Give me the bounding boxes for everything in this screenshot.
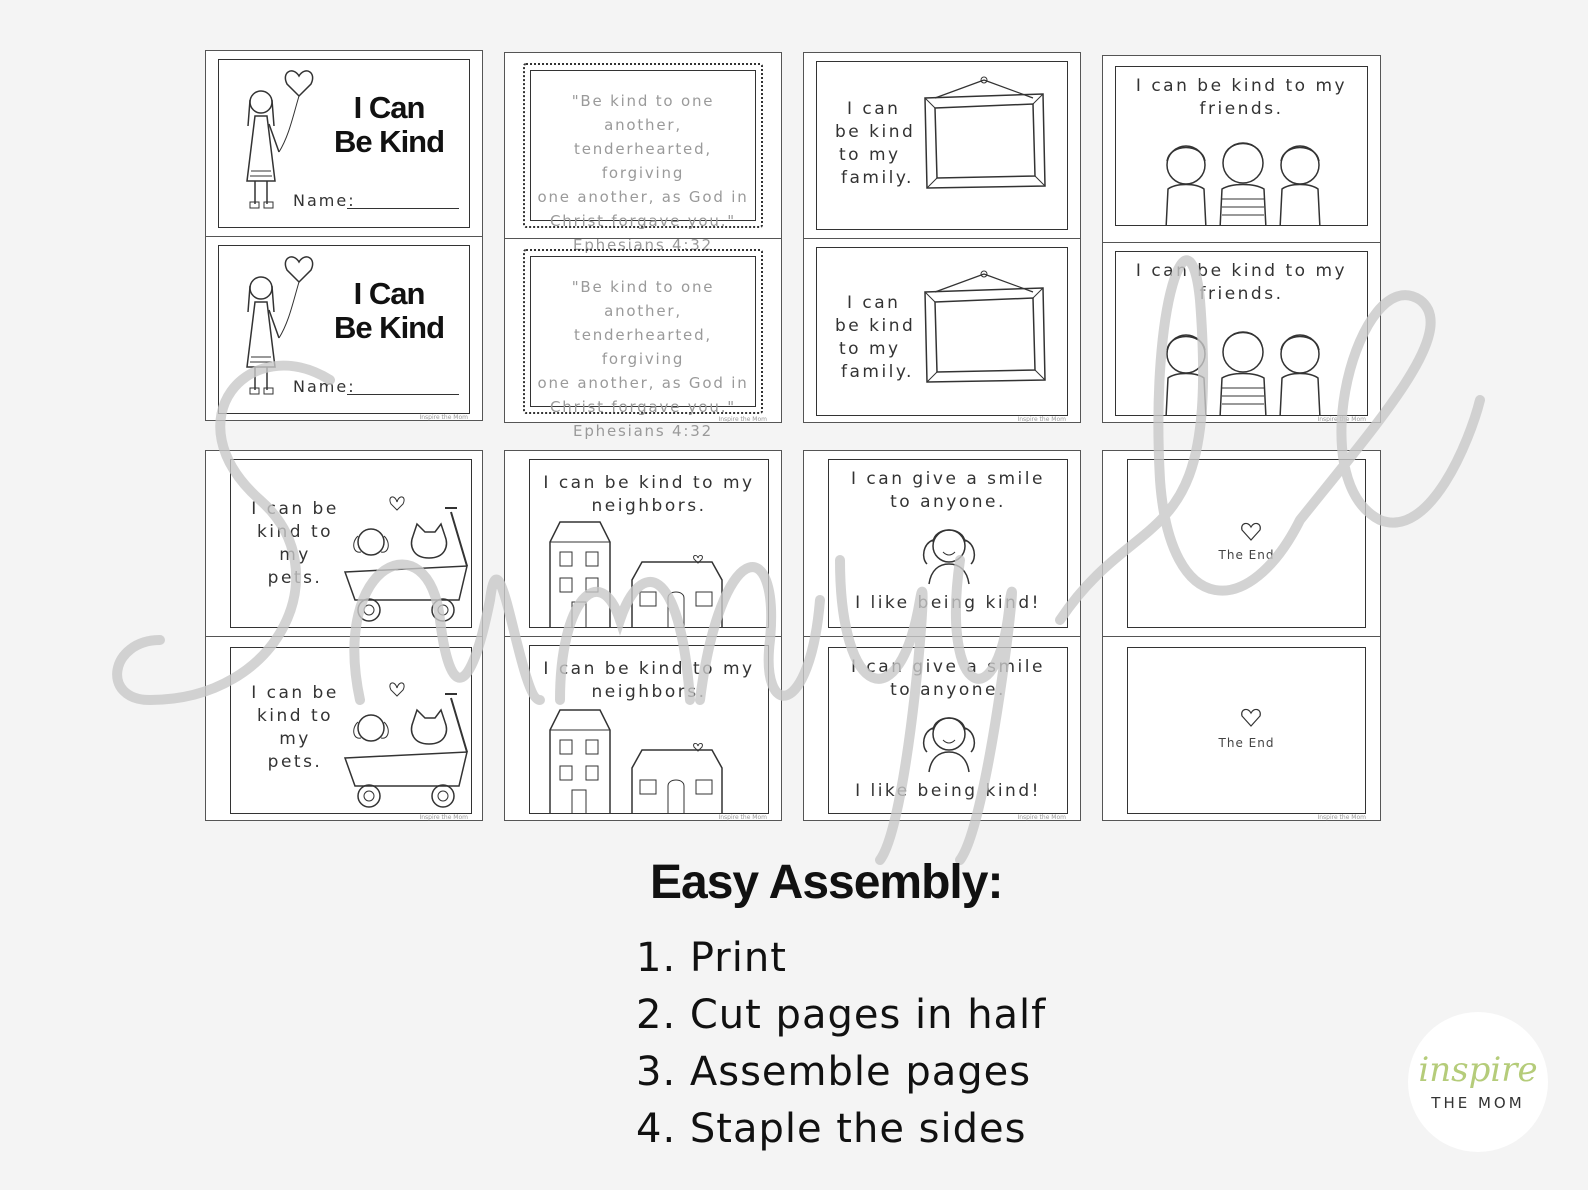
family-page — [816, 61, 1068, 230]
assembly-heading: Easy Assembly: — [650, 856, 1003, 909]
pets-line: pets. — [267, 752, 323, 772]
credit-text: Inspire the Mom — [1017, 814, 1066, 821]
sheet-family — [803, 52, 1081, 423]
verse-text — [531, 89, 755, 257]
family-line: family. — [841, 168, 914, 188]
smile-footer: I like being kind! — [855, 781, 1041, 801]
family-half-top — [804, 53, 1080, 238]
pets-page-copy — [230, 647, 472, 814]
verse-frame-inner — [530, 70, 756, 254]
assembly-step: 2. Cut pages in half — [636, 992, 1047, 1038]
verse-line: one another, as God in — [537, 374, 749, 392]
neighbors-text — [530, 658, 768, 704]
verse-line: "Be kind to one another, — [571, 92, 715, 134]
friends-text — [1116, 260, 1367, 306]
verse-line: Christ forgave you." — [550, 212, 736, 230]
pets-text — [245, 498, 345, 590]
friends-half-bottom — [1103, 242, 1380, 424]
cover-title-line1: I Can — [353, 90, 425, 125]
pets-line: I can be — [251, 499, 339, 519]
friends-line: I can be kind to my — [1135, 76, 1348, 96]
smile-line: to anyone. — [890, 492, 1006, 512]
friends-line: friends. — [1199, 99, 1284, 119]
neighbors-half-top — [505, 451, 781, 636]
sheet-verse — [504, 52, 782, 440]
pets-half-bottom — [206, 636, 482, 822]
cover-half-bottom — [206, 236, 482, 422]
family-line: be kind — [835, 316, 916, 336]
cover-title-line1: I Can — [353, 276, 425, 311]
verse-line: "Be kind to one another, — [571, 278, 715, 320]
verse-line: one another, as God in — [537, 188, 749, 206]
family-line: be kind — [835, 122, 916, 142]
end-text: The End — [1218, 736, 1275, 750]
verse-reference: Ephesians 4:32 — [573, 236, 713, 254]
assembly-step: 3. Assemble pages — [636, 1049, 1032, 1095]
credit-text: Inspire the Mom — [718, 814, 767, 821]
smiling-girl-illustration — [917, 520, 981, 584]
end-half-top — [1103, 451, 1380, 636]
cover-name-line — [347, 208, 459, 209]
family-line: I can — [847, 99, 901, 119]
sheet-neighbors — [504, 450, 782, 821]
pets-line: my — [279, 729, 311, 749]
neighbors-line: I can be kind to my — [543, 473, 755, 493]
heart-icon — [1240, 522, 1262, 542]
sheet-friends — [1102, 55, 1381, 423]
verse-reference: Ephesians 4:32 — [573, 422, 713, 440]
neighbors-page — [529, 459, 769, 628]
pets-half-top — [206, 451, 482, 636]
friends-half-top — [1103, 56, 1380, 242]
cover-page-copy — [218, 245, 470, 414]
family-text — [835, 292, 915, 384]
credit-text: Inspire the Mom — [1017, 416, 1066, 423]
smiling-girl-illustration — [917, 708, 981, 772]
family-line: family. — [841, 362, 914, 382]
smile-line: I can give a smile — [851, 469, 1045, 489]
pets-line: I can be — [251, 683, 339, 703]
sheet-the-end — [1102, 450, 1381, 821]
smile-page — [828, 459, 1068, 628]
neighbors-half-bottom — [505, 636, 781, 822]
picture-frame-illustration — [921, 76, 1047, 188]
houses-illustration — [546, 518, 732, 628]
neighbors-page-copy — [529, 645, 769, 814]
pets-wagon-illustration — [341, 492, 472, 622]
logo-subtitle: THE MOM — [1431, 1094, 1525, 1112]
assembly-step: 1. Print — [636, 935, 787, 981]
cover-page — [218, 59, 470, 228]
smile-half-bottom — [804, 636, 1080, 822]
smile-footer: I like being kind! — [855, 593, 1041, 613]
sheet-pets — [205, 450, 483, 821]
credit-text: Inspire the Mom — [419, 814, 468, 821]
credit-text: Inspire the Mom — [419, 414, 468, 421]
end-half-bottom — [1103, 636, 1380, 822]
cover-title-line2: Be Kind — [333, 124, 445, 159]
smile-half-top — [804, 451, 1080, 636]
credit-text: Inspire the Mom — [1317, 416, 1366, 423]
pets-line: kind to — [256, 522, 334, 542]
verse-half-top — [505, 53, 781, 254]
smile-line: I can give a smile — [851, 657, 1045, 677]
heart-icon — [1240, 708, 1262, 728]
houses-illustration — [546, 706, 732, 814]
three-friends-illustration — [1158, 326, 1328, 416]
cover-half-top — [206, 51, 482, 236]
friends-page-copy — [1115, 251, 1368, 416]
family-text — [835, 98, 915, 190]
verse-half-bottom — [505, 238, 781, 440]
verse-line: tenderhearted, forgiving — [574, 140, 712, 182]
pets-text — [245, 682, 345, 774]
cover-name-line — [347, 394, 459, 395]
smile-page-copy — [828, 647, 1068, 814]
smile-text — [829, 468, 1067, 514]
friends-text — [1116, 75, 1367, 121]
credit-text: Inspire the Mom — [1317, 814, 1366, 821]
sheet-cover — [205, 50, 483, 421]
smile-line: to anyone. — [890, 680, 1006, 700]
neighbors-line: neighbors. — [591, 496, 707, 516]
logo-word: inspire — [1418, 1050, 1538, 1090]
verse-scalloped-frame — [523, 63, 763, 254]
verse-line: Christ forgave you." — [550, 398, 736, 416]
cover-title-line2: Be Kind — [333, 310, 445, 345]
neighbors-line: I can be kind to my — [543, 659, 755, 679]
assembly-steps — [636, 930, 1046, 1158]
credit-text: Inspire the Mom — [718, 416, 767, 423]
three-friends-illustration — [1158, 137, 1328, 226]
assembly-step: 4. Staple the sides — [636, 1106, 1027, 1152]
end-text: The End — [1218, 548, 1275, 562]
friends-line: friends. — [1199, 284, 1284, 304]
smile-text — [829, 656, 1067, 702]
friends-page — [1115, 66, 1368, 226]
family-line: to my — [839, 145, 901, 165]
end-page-copy — [1127, 647, 1366, 814]
inspire-the-mom-logo — [1408, 1012, 1548, 1152]
picture-frame-illustration — [921, 270, 1047, 382]
pets-wagon-illustration — [341, 678, 472, 808]
sheet-smile — [803, 450, 1081, 821]
pets-line: kind to — [256, 706, 334, 726]
neighbors-line: neighbors. — [591, 682, 707, 702]
family-page-copy — [816, 247, 1068, 416]
pets-line: my — [279, 545, 311, 565]
verse-line: tenderhearted, forgiving — [574, 326, 712, 368]
family-half-bottom — [804, 238, 1080, 424]
cover-name-label: Name: — [293, 377, 356, 396]
family-line: to my — [839, 339, 901, 359]
pets-page — [230, 459, 472, 628]
cover-name-label: Name: — [293, 191, 356, 210]
end-page — [1127, 459, 1366, 628]
family-line: I can — [847, 293, 901, 313]
friends-line: I can be kind to my — [1135, 261, 1348, 281]
neighbors-text — [530, 472, 768, 518]
pets-line: pets. — [267, 568, 323, 588]
